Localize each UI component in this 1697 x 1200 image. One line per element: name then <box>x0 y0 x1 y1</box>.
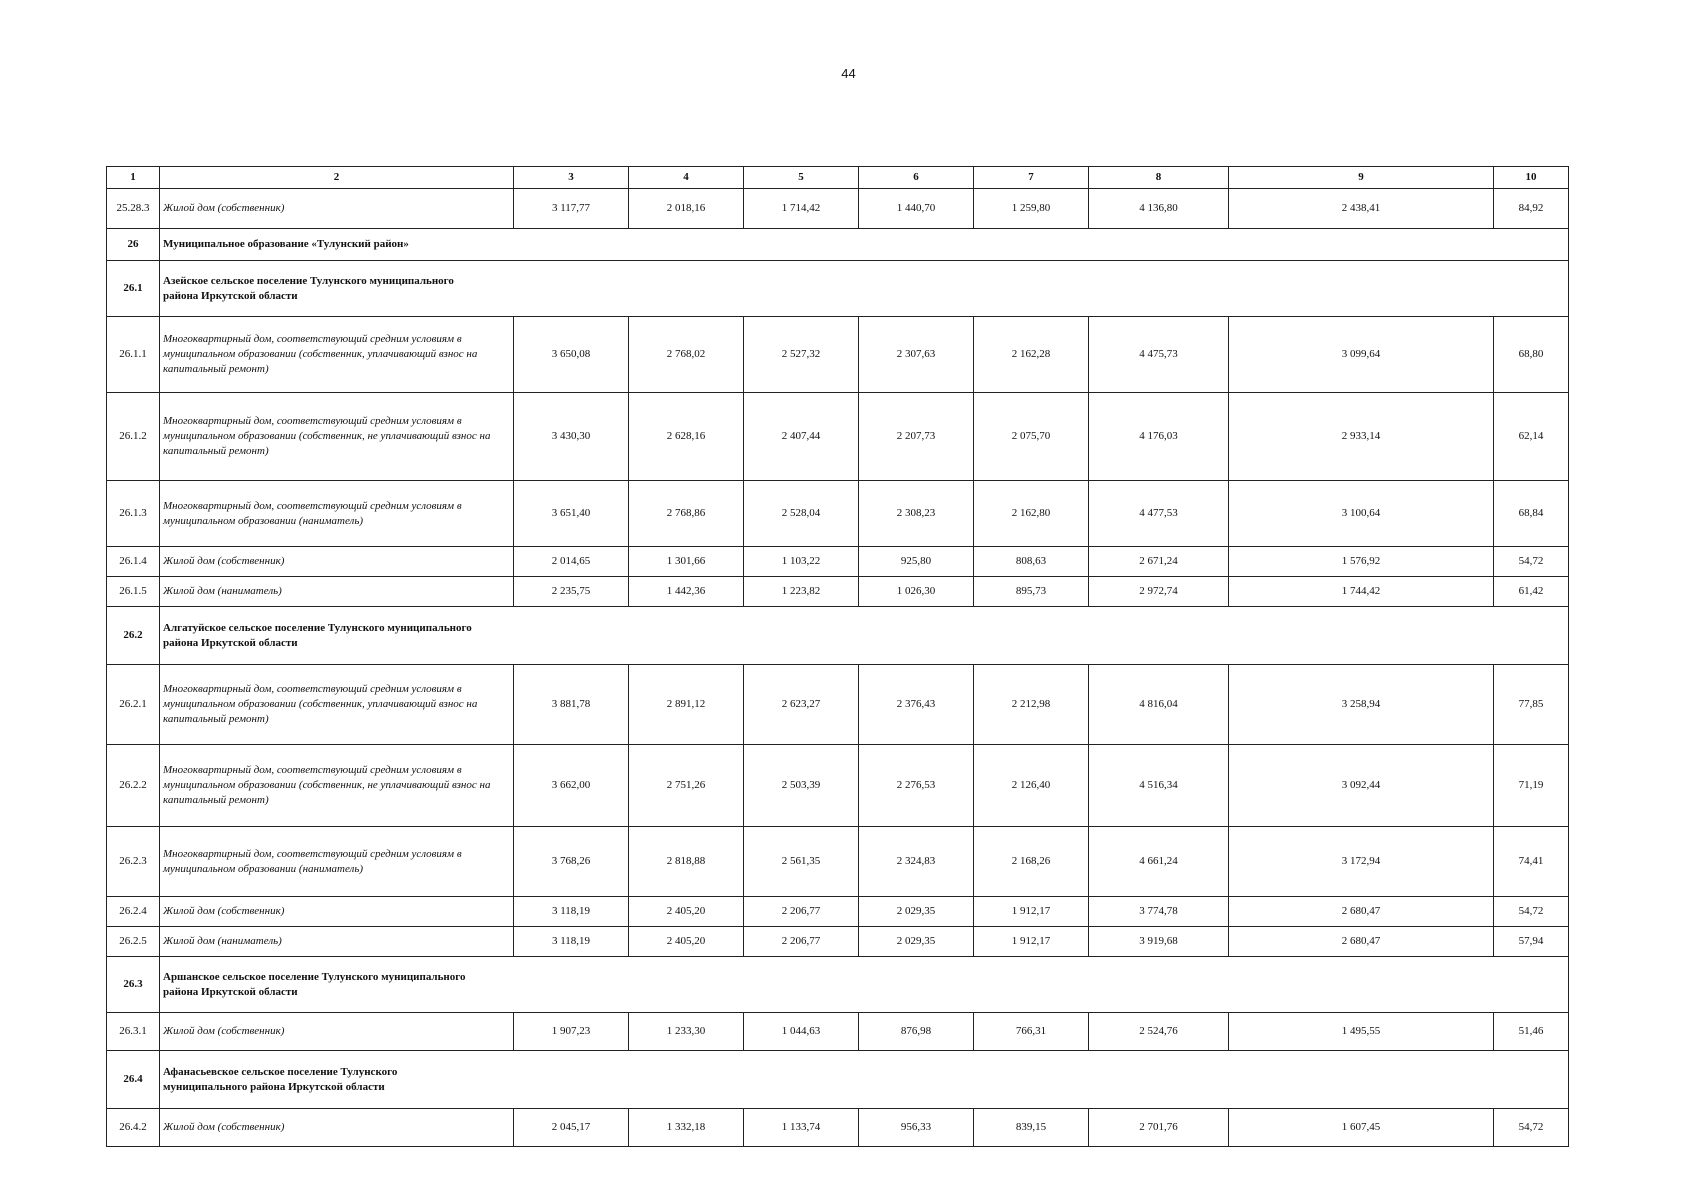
column-header: 2 <box>160 167 514 189</box>
table-row <box>107 393 1569 481</box>
value-cell: 1 907,23 <box>514 1013 629 1051</box>
value-cell: 54,72 <box>1494 547 1569 577</box>
row-description: Жилой дом (наниматель) <box>160 577 514 607</box>
row-code: 26.2 <box>107 607 160 665</box>
value-cell: 57,94 <box>1494 927 1569 957</box>
value-cell: 1 576,92 <box>1229 547 1494 577</box>
value-cell: 2 212,98 <box>974 665 1089 745</box>
value-cell: 3 258,94 <box>1229 665 1494 745</box>
value-cell: 74,41 <box>1494 827 1569 897</box>
column-header: 1 <box>107 167 160 189</box>
value-cell: 2 680,47 <box>1229 927 1494 957</box>
row-code: 26.2.2 <box>107 745 160 827</box>
value-cell: 2 891,12 <box>629 665 744 745</box>
row-code: 26.1.4 <box>107 547 160 577</box>
value-cell: 3 430,30 <box>514 393 629 481</box>
value-cell: 4 136,80 <box>1089 189 1229 229</box>
value-cell: 3 118,19 <box>514 897 629 927</box>
value-cell: 3 117,77 <box>514 189 629 229</box>
value-cell: 2 972,74 <box>1089 577 1229 607</box>
value-cell: 2 308,23 <box>859 481 974 547</box>
value-cell: 2 162,28 <box>974 317 1089 393</box>
value-cell: 2 206,77 <box>744 927 859 957</box>
table-row <box>107 745 1569 827</box>
column-header: 9 <box>1229 167 1494 189</box>
value-cell: 2 768,02 <box>629 317 744 393</box>
value-cell: 925,80 <box>859 547 974 577</box>
column-header: 6 <box>859 167 974 189</box>
section-title: Афанасьевское сельское поселение Тулунского муниципального района Иркутской области <box>160 1051 1569 1109</box>
column-header: 10 <box>1494 167 1569 189</box>
value-cell: 2 528,04 <box>744 481 859 547</box>
table-row <box>107 481 1569 547</box>
value-cell: 2 276,53 <box>859 745 974 827</box>
row-description: Жилой дом (собственник) <box>160 189 514 229</box>
value-cell: 4 477,53 <box>1089 481 1229 547</box>
section-row <box>107 229 1569 261</box>
value-cell: 54,72 <box>1494 1109 1569 1147</box>
header-row <box>107 167 1569 189</box>
row-description: Жилой дом (наниматель) <box>160 927 514 957</box>
table-row <box>107 547 1569 577</box>
value-cell: 2 014,65 <box>514 547 629 577</box>
value-cell: 71,19 <box>1494 745 1569 827</box>
row-code: 26.2.1 <box>107 665 160 745</box>
value-cell: 2 933,14 <box>1229 393 1494 481</box>
value-cell: 3 100,64 <box>1229 481 1494 547</box>
value-cell: 2 768,86 <box>629 481 744 547</box>
table-row <box>107 897 1569 927</box>
value-cell: 2 029,35 <box>859 927 974 957</box>
value-cell: 2 045,17 <box>514 1109 629 1147</box>
value-cell: 1 440,70 <box>859 189 974 229</box>
column-header: 8 <box>1089 167 1229 189</box>
row-description: Многоквартирный дом, соответствующий средним условиям в муниципальном образовании (наниматель) <box>160 827 514 897</box>
value-cell: 808,63 <box>974 547 1089 577</box>
value-cell: 1 495,55 <box>1229 1013 1494 1051</box>
row-code: 26.4 <box>107 1051 160 1109</box>
value-cell: 4 816,04 <box>1089 665 1229 745</box>
value-cell: 2 561,35 <box>744 827 859 897</box>
row-code: 26.1 <box>107 261 160 317</box>
value-cell: 68,80 <box>1494 317 1569 393</box>
row-description: Многоквартирный дом, соответствующий средним условиям в муниципальном образовании (собственник, уплачивающий взнос на капитальный ремонт) <box>160 665 514 745</box>
value-cell: 1 259,80 <box>974 189 1089 229</box>
row-code: 26.1.5 <box>107 577 160 607</box>
value-cell: 4 661,24 <box>1089 827 1229 897</box>
table-row <box>107 317 1569 393</box>
value-cell: 3 662,00 <box>514 745 629 827</box>
value-cell: 2 162,80 <box>974 481 1089 547</box>
row-code: 26.2.3 <box>107 827 160 897</box>
row-code: 26.1.2 <box>107 393 160 481</box>
value-cell: 956,33 <box>859 1109 974 1147</box>
value-cell: 3 651,40 <box>514 481 629 547</box>
column-header: 5 <box>744 167 859 189</box>
table-row <box>107 665 1569 745</box>
section-title: Азейское сельское поселение Тулунского муниципального района Иркутской области <box>160 261 1569 317</box>
row-code: 26.3 <box>107 957 160 1013</box>
section-row <box>107 607 1569 665</box>
value-cell: 2 407,44 <box>744 393 859 481</box>
value-cell: 2 680,47 <box>1229 897 1494 927</box>
row-code: 25.28.3 <box>107 189 160 229</box>
value-cell: 1 714,42 <box>744 189 859 229</box>
value-cell: 3 919,68 <box>1089 927 1229 957</box>
value-cell: 1 912,17 <box>974 897 1089 927</box>
value-cell: 2 527,32 <box>744 317 859 393</box>
value-cell: 3 774,78 <box>1089 897 1229 927</box>
value-cell: 1 912,17 <box>974 927 1089 957</box>
row-code: 26 <box>107 229 160 261</box>
value-cell: 2 206,77 <box>744 897 859 927</box>
row-description: Многоквартирный дом, соответствующий средним условиям в муниципальном образовании (наниматель) <box>160 481 514 547</box>
section-row <box>107 261 1569 317</box>
value-cell: 2 671,24 <box>1089 547 1229 577</box>
value-cell: 2 126,40 <box>974 745 1089 827</box>
value-cell: 3 650,08 <box>514 317 629 393</box>
value-cell: 2 376,43 <box>859 665 974 745</box>
value-cell: 4 475,73 <box>1089 317 1229 393</box>
value-cell: 2 503,39 <box>744 745 859 827</box>
value-cell: 2 751,26 <box>629 745 744 827</box>
row-code: 26.1.3 <box>107 481 160 547</box>
value-cell: 77,85 <box>1494 665 1569 745</box>
value-cell: 1 133,74 <box>744 1109 859 1147</box>
row-code: 26.2.4 <box>107 897 160 927</box>
column-header: 3 <box>514 167 629 189</box>
value-cell: 1 233,30 <box>629 1013 744 1051</box>
value-cell: 3 172,94 <box>1229 827 1494 897</box>
section-title: Муниципальное образование «Тулунский район» <box>160 229 1569 261</box>
row-description: Многоквартирный дом, соответствующий средним условиям в муниципальном образовании (собственник, не уплачивающий взнос на капитальный ремонт) <box>160 393 514 481</box>
value-cell: 3 092,44 <box>1229 745 1494 827</box>
value-cell: 2 623,27 <box>744 665 859 745</box>
page-number: 44 <box>841 66 856 81</box>
value-cell: 2 207,73 <box>859 393 974 481</box>
value-cell: 1 223,82 <box>744 577 859 607</box>
row-description: Жилой дом (собственник) <box>160 897 514 927</box>
value-cell: 2 405,20 <box>629 927 744 957</box>
value-cell: 2 628,16 <box>629 393 744 481</box>
row-code: 26.1.1 <box>107 317 160 393</box>
value-cell: 1 026,30 <box>859 577 974 607</box>
value-cell: 4 516,34 <box>1089 745 1229 827</box>
table-row <box>107 1109 1569 1147</box>
row-code: 26.2.5 <box>107 927 160 957</box>
row-description: Многоквартирный дом, соответствующий средним условиям в муниципальном образовании (собственник, не уплачивающий взнос на капитальный ремонт) <box>160 745 514 827</box>
value-cell: 3 118,19 <box>514 927 629 957</box>
value-cell: 2 307,63 <box>859 317 974 393</box>
value-cell: 1 301,66 <box>629 547 744 577</box>
section-row <box>107 1051 1569 1109</box>
table-row <box>107 189 1569 229</box>
value-cell: 1 044,63 <box>744 1013 859 1051</box>
value-cell: 1 442,36 <box>629 577 744 607</box>
value-cell: 3 099,64 <box>1229 317 1494 393</box>
value-cell: 2 405,20 <box>629 897 744 927</box>
value-cell: 2 438,41 <box>1229 189 1494 229</box>
section-title: Алгатуйское сельское поселение Тулунского муниципального района Иркутской области <box>160 607 1569 665</box>
value-cell: 1 744,42 <box>1229 577 1494 607</box>
table-row <box>107 927 1569 957</box>
value-cell: 68,84 <box>1494 481 1569 547</box>
value-cell: 876,98 <box>859 1013 974 1051</box>
row-code: 26.3.1 <box>107 1013 160 1051</box>
value-cell: 2 168,26 <box>974 827 1089 897</box>
value-cell: 4 176,03 <box>1089 393 1229 481</box>
value-cell: 54,72 <box>1494 897 1569 927</box>
value-cell: 2 701,76 <box>1089 1109 1229 1147</box>
row-description: Жилой дом (собственник) <box>160 1109 514 1147</box>
value-cell: 2 524,76 <box>1089 1013 1229 1051</box>
value-cell: 895,73 <box>974 577 1089 607</box>
table-row <box>107 1013 1569 1051</box>
value-cell: 61,42 <box>1494 577 1569 607</box>
value-cell: 51,46 <box>1494 1013 1569 1051</box>
table-row <box>107 577 1569 607</box>
row-description: Многоквартирный дом, соответствующий средним условиям в муниципальном образовании (собственник, уплачивающий взнос на капитальный ремонт) <box>160 317 514 393</box>
value-cell: 3 768,26 <box>514 827 629 897</box>
value-cell: 1 332,18 <box>629 1109 744 1147</box>
value-cell: 2 324,83 <box>859 827 974 897</box>
value-cell: 2 075,70 <box>974 393 1089 481</box>
row-description: Жилой дом (собственник) <box>160 1013 514 1051</box>
tariff-table <box>106 166 1569 1147</box>
value-cell: 766,31 <box>974 1013 1089 1051</box>
row-description: Жилой дом (собственник) <box>160 547 514 577</box>
section-row <box>107 957 1569 1013</box>
value-cell: 2 818,88 <box>629 827 744 897</box>
row-code: 26.4.2 <box>107 1109 160 1147</box>
value-cell: 1 103,22 <box>744 547 859 577</box>
value-cell: 2 029,35 <box>859 897 974 927</box>
section-title: Аршанское сельское поселение Тулунского муниципального района Иркутской области <box>160 957 1569 1013</box>
value-cell: 84,92 <box>1494 189 1569 229</box>
column-header: 7 <box>974 167 1089 189</box>
value-cell: 2 018,16 <box>629 189 744 229</box>
value-cell: 839,15 <box>974 1109 1089 1147</box>
column-header: 4 <box>629 167 744 189</box>
value-cell: 2 235,75 <box>514 577 629 607</box>
value-cell: 62,14 <box>1494 393 1569 481</box>
value-cell: 1 607,45 <box>1229 1109 1494 1147</box>
value-cell: 3 881,78 <box>514 665 629 745</box>
table-row <box>107 827 1569 897</box>
